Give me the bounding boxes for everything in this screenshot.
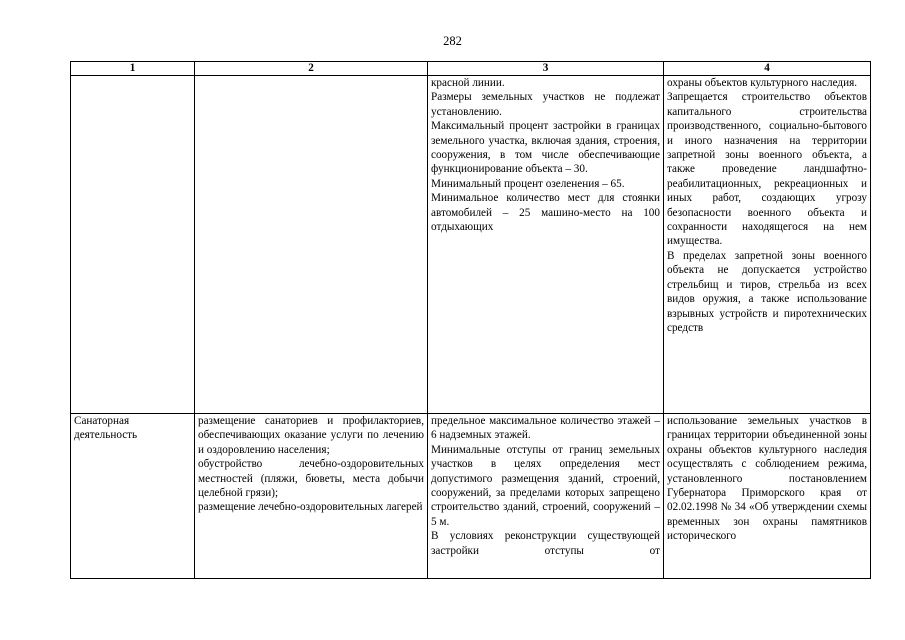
- paragraph: обустройство лечебно-оздоровительных местностей (пляжи, бюветы, места добычи целебной грязи);: [198, 458, 424, 500]
- paragraph: Максимальный процент застройки в границах земельного участка, включая здания, строения, сооружения, в том числе обеспечивающие функционирование объекта – 30.: [431, 120, 660, 176]
- row1-col2-cell: [195, 76, 428, 414]
- page-number: 282: [443, 34, 462, 48]
- paragraph: Запрещается строительство объектов капитального строительства производственного, социально-бытового и иного назначения на территории запретной зоны военного объекта, а также проведение ландшафтно-реабилитационных, рекреационных и иных работ, создающих угрозу безопасности военного объекта и сохранности находящегося на нем имущества.: [667, 91, 867, 248]
- paragraph: Размеры земельных участков не подлежат установлению.: [431, 91, 660, 118]
- column-header-1: 1: [71, 62, 195, 76]
- row2-col4-cell: [664, 414, 871, 579]
- paragraph: размещение санаториев и профилакториев, обеспечивающих оказание услуги по лечению и оздоровлению населения;: [198, 415, 424, 456]
- paragraph: использование земельных участков в границах территории объединенной зоны охраны объектов культурного наследия осуществлять с соблюдением режима, установленного постановлением Губернатора Приморского края от 02.02.1998 № 34 «Об утверждении схемы временных зон охраны памятников исторического: [667, 415, 867, 543]
- row1-col3-cell: [428, 76, 664, 414]
- activity-name: Санаторная деятельность: [74, 415, 138, 442]
- paragraph: охраны объектов культурного наследия.: [667, 77, 858, 89]
- paragraph: предельное максимальное количество этажей – 6 надземных этажей.: [431, 415, 660, 442]
- paragraph: Минимальный процент озеленения – 65.: [431, 177, 625, 190]
- row2-col2-cell: [195, 414, 428, 579]
- row1-col4-cell: [664, 76, 871, 414]
- table-row: [71, 414, 871, 579]
- row2-col3-cell: [428, 414, 664, 579]
- row2-col1-cell: [71, 414, 195, 579]
- paragraph: В пределах запретной зоны военного объекта не допускается устройство стрельбищ и тиров, стрельба из всех видов оружия, а также использование взрывных устройств и пиротехнических средств: [667, 249, 867, 334]
- paragraph: В условиях реконструкции существующей застройки отступы от: [431, 530, 660, 557]
- column-header-4: 4: [664, 62, 871, 76]
- paragraph: Минимальное количество мест для стоянки автомобилей – 25 машино-место на 100 отдыхающих: [431, 192, 660, 234]
- paragraph: красной линии.: [431, 77, 505, 89]
- table-header-row: [71, 62, 871, 76]
- row1-col1-cell: [71, 76, 195, 414]
- table-row: [71, 76, 871, 414]
- paragraph: Минимальные отступы от границ земельных участков в целях определения мест допустимого размещения зданий, строений, сооружений, за пределами которых запрещено строительство зданий, строений, сооружений – 5 м.: [431, 443, 660, 528]
- column-header-3: 3: [428, 62, 664, 76]
- zoning-table: [70, 61, 871, 579]
- column-header-2: 2: [195, 62, 428, 76]
- paragraph: размещение лечебно-оздоровительных лагерей: [198, 501, 423, 514]
